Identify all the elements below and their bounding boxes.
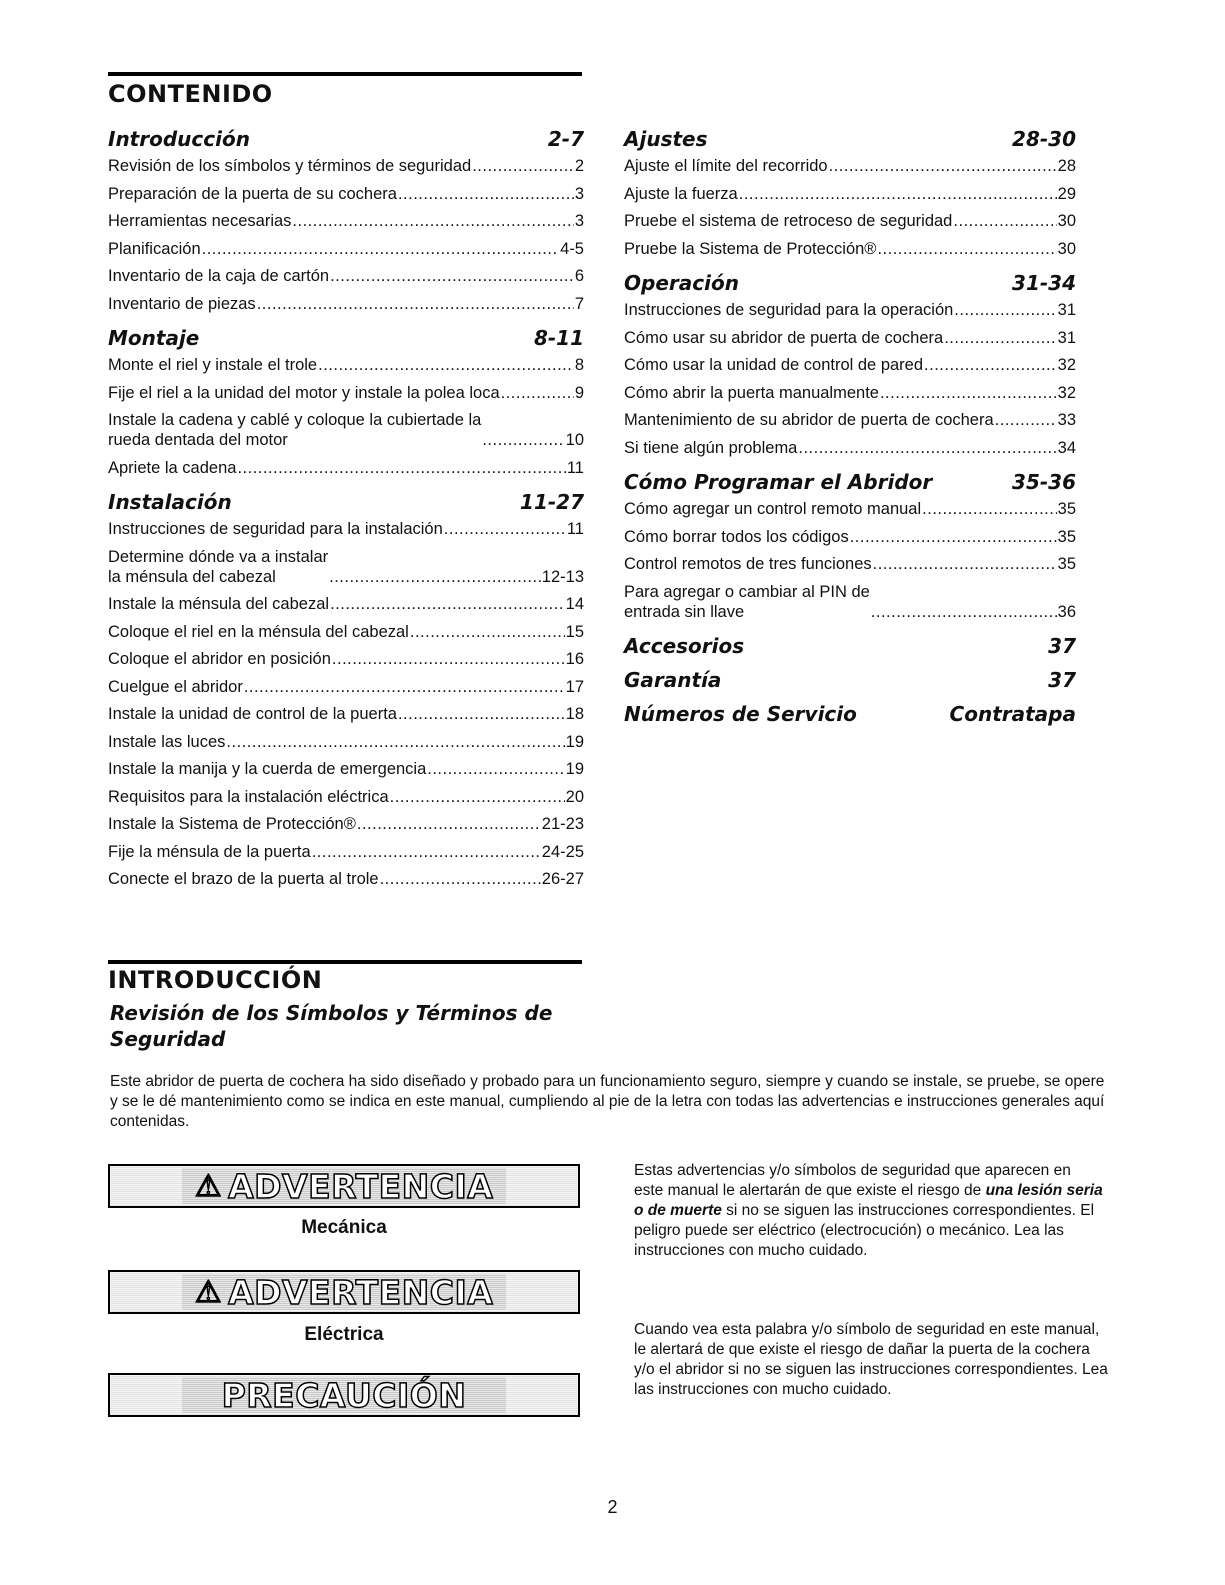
toc-leader-dots [880,383,1057,403]
toc-section-heading [624,465,1076,499]
toc-entry-text: Si tiene algún problema [624,438,798,457]
toc-leader-dots [244,677,565,697]
toc-entry [108,622,584,642]
contents-right-column [624,122,1076,731]
toc-entry-text: Cómo usar la unidad de control de pared [624,356,924,374]
toc-entry [624,328,1076,348]
toc-entry-page: 12-13 [541,567,584,586]
toc-entry-text: Control remotos de tres funciones [624,555,872,573]
toc-entry-text: Instale las luces [108,732,226,751]
toc-leader-dots [922,499,1056,519]
warning-triangle-icon: ⚠ [194,1168,223,1204]
toc-leader-dots [330,594,565,614]
toc-entry-text: Preparación de la puerta de su cochera [108,184,397,203]
section-pages: 37 [1048,634,1076,658]
toc-entry [624,211,1076,231]
toc-entry-page: 18 [565,705,584,723]
toc-entry [624,156,1076,176]
toc-entry [624,554,1076,574]
toc-entry [108,156,584,176]
toc-entry-page: 15 [565,622,584,641]
toc-entry [624,410,1076,430]
section-title: Operación [624,271,739,295]
toc-leader-dots [871,602,1057,622]
toc-entry [624,383,1076,403]
toc-entry [108,211,584,231]
toc-entry-page: 21-23 [541,815,584,833]
toc-entry [108,732,584,752]
toc-leader-dots [444,519,566,539]
toc-entry [624,184,1076,204]
toc-entry-page: 11 [566,520,584,538]
toc-entry [108,649,584,669]
toc-leader-dots [226,732,564,752]
toc-entry [108,869,584,889]
toc-entry-page: 33 [1057,411,1076,429]
toc-leader-dots [924,355,1057,375]
toc-section-heading [108,122,584,156]
toc-entry-text: Pruebe el sistema de retroceso de seguridad [624,212,953,230]
toc-leader-dots [877,239,1056,259]
toc-entry-page: 11 [566,458,584,477]
toc-entry-text: Instale la cadena y cablé y coloque la cubiertade la rueda dentada del motor [108,411,482,449]
toc-entry [108,355,584,375]
toc-leader-dots [954,300,1056,320]
section-pages: Contratapa [949,702,1076,726]
toc-entry [624,438,1076,458]
toc-entry-page: 14 [565,595,584,613]
toc-leader-dots [482,430,564,450]
toc-entry [624,300,1076,320]
toc-leader-dots [953,211,1056,231]
toc-entry-text: Pruebe la Sistema de Protección® [624,239,877,258]
toc-entry-page: 36 [1057,602,1076,621]
page-number: 2 [607,1497,618,1517]
toc-entry-page: 17 [565,677,584,696]
toc-entry-page: 29 [1057,184,1076,203]
toc-entry-text: Instrucciones de seguridad para la operación [624,301,954,319]
toc-entry [108,458,584,478]
toc-leader-dots [798,438,1056,458]
caution-word: PRECAUCIÓN [221,1375,467,1415]
toc-entry-text: Cómo borrar todos los códigos [624,527,849,546]
toc-entry-text: Cuelgue el abridor [108,677,243,696]
toc-entry [108,519,584,539]
contents-left-column [108,122,584,897]
toc-entry-text: Mantenimiento de su abridor de puerta de cochera [624,411,994,429]
toc-entry [108,842,584,862]
section-title: Introducción [108,127,250,151]
toc-entry [108,759,584,779]
toc-leader-dots [739,184,1057,204]
toc-entry-page: 26-27 [541,870,584,888]
toc-entry [108,814,584,834]
toc-entry-page: 34 [1057,438,1076,457]
section-title: Ajustes [624,127,708,151]
toc-entry-page: 2 [574,157,584,175]
toc-leader-dots [332,649,565,669]
toc-leader-dots [410,622,565,642]
toc-leader-dots [398,704,565,724]
toc-entry-text: Instale la manija y la cuerda de emergencia [108,760,427,778]
contents-title: CONTENIDO [108,80,273,108]
intro-paragraph: Este abridor de puerta de cochera ha sido diseñado y probado para un funcionamiento seguro, siempre y cuando se instale, se pruebe, se opere y se le dé mantenimiento como se indica en este manual, cumpliendo al pie de la letra con todas las advertencias e instrucciones generales aquí contenidas. [110,1073,1105,1130]
toc-entry-page: 9 [574,383,584,402]
toc-entry [624,499,1076,519]
toc-entry [624,239,1076,259]
caution-explanation: Cuando vea esta palabra y/o símbolo de seguridad en este manual, le alertará de que existe el riesgo de dañar la puerta de la cochera y/o el abridor si no se siguen las instrucciones correspondientes. Lea las instrucciones con mucho cuidado. [634,1321,1108,1398]
toc-entry [108,594,584,614]
toc-leader-dots [357,814,541,834]
warning-word: ADVERTENCIA [228,1272,494,1312]
toc-leader-dots [873,554,1057,574]
toc-entry [108,410,584,450]
warning-word: ADVERTENCIA [228,1166,494,1206]
section-title: Cómo Programar el Abridor [624,470,933,494]
toc-leader-dots [329,567,541,587]
warning-banner-mechanical [108,1164,580,1208]
toc-entry-text: Fije el riel a la unidad del motor y instale la polea loca [108,383,500,402]
section-pages: 28-30 [1012,127,1076,151]
section-title: Montaje [108,326,200,350]
toc-entry-page: 35 [1057,527,1076,546]
toc-entry-page: 3 [574,184,584,203]
toc-section-heading [624,663,1076,697]
warning-label-electrical: Eléctrica [304,1324,384,1345]
intro-subtitle: Revisión de los Símbolos y Términos de Seguridad [110,1001,553,1051]
section-title: Accesorios [624,634,745,658]
section-pages: 11-27 [520,490,584,514]
toc-leader-dots [944,328,1056,348]
toc-entry-text: Inventario de la caja de cartón [108,267,330,285]
section-pages: 8-11 [533,326,584,350]
section-title: Números de Servicio [624,702,857,726]
section-pages: 31-34 [1012,271,1076,295]
warning-label-mechanical: Mecánica [301,1217,387,1238]
toc-entry-page: 24-25 [541,842,584,861]
section-pages: 37 [1048,668,1076,692]
toc-entry [624,582,1076,622]
toc-entry-text: Ajuste la fuerza [624,184,738,203]
toc-entry-page: 32 [1057,383,1076,402]
toc-leader-dots [398,184,574,204]
toc-leader-dots [312,842,541,862]
toc-entry [108,704,584,724]
toc-entry-text: Cómo agregar un control remoto manual [624,500,922,518]
toc-entry-text: Para agregar o cambiar al PIN de entrada sin llave [624,582,870,621]
toc-entry-page: 4-5 [560,239,584,258]
toc-entry-text: Instrucciones de seguridad para la instalación [108,520,443,538]
section-title: Instalación [108,490,232,514]
warning-banner-electrical [108,1270,580,1314]
toc-leader-dots [829,156,1057,176]
toc-entry-page: 35 [1057,555,1076,573]
toc-entry-text: Herramientas necesarias [108,212,292,230]
toc-entry [624,355,1076,375]
toc-entry-text: Requisitos para la instalación eléctrica [108,787,389,806]
toc-leader-dots [318,355,574,375]
toc-entry-text: Ajuste el límite del recorrido [624,157,828,175]
toc-leader-dots [472,156,574,176]
toc-entry-text: Instale la unidad de control de la puerta [108,705,397,723]
toc-entry-text: Instale la ménsula del cabezal [108,595,330,613]
toc-entry-page: 8 [574,356,584,374]
toc-section-heading [624,266,1076,300]
section-title: Garantía [624,668,722,692]
toc-leader-dots [257,294,574,314]
toc-entry-page: 32 [1057,356,1076,374]
toc-entry-page: 35 [1057,500,1076,518]
toc-entry-page: 7 [574,294,584,313]
toc-entry-text: Instale la Sistema de Protección® [108,815,356,833]
toc-section-heading [108,321,584,355]
toc-entry-page: 19 [565,732,584,751]
toc-entry-page: 16 [565,650,584,668]
toc-entry [108,547,584,587]
toc-section-heading [108,485,584,519]
toc-entry [108,266,584,286]
contents-top-rule [108,72,582,76]
toc-leader-dots [202,239,560,259]
toc-entry-text: Determine dónde va a instalar la ménsula del cabezal [108,547,329,586]
toc-leader-dots [330,266,574,286]
toc-entry-text: Planificación [108,239,201,258]
toc-entry-text: Coloque el abridor en posición [108,650,331,668]
toc-leader-dots [390,787,565,807]
toc-entry-page: 30 [1057,239,1076,258]
electric-warning-icon: ⚠ [194,1274,223,1310]
section-pages: 2-7 [547,127,584,151]
toc-entry [108,184,584,204]
toc-entry-text: Revisión de los símbolos y términos de seguridad [108,157,472,175]
toc-entry-text: Cómo abrir la puerta manualmente [624,383,879,402]
toc-entry-page: 30 [1057,212,1076,230]
toc-entry-page: 3 [574,212,584,230]
toc-leader-dots [501,383,574,403]
toc-entry-text: Apriete la cadena [108,458,237,477]
toc-entry-page: 6 [574,267,584,285]
toc-entry-text: Inventario de piezas [108,294,256,313]
toc-leader-dots [380,869,541,889]
toc-leader-dots [427,759,564,779]
toc-entry-text: Monte el riel y instale el trole [108,356,318,374]
caution-banner [108,1373,580,1417]
intro-title: INTRODUCCIÓN [108,966,323,994]
toc-leader-dots [995,410,1057,430]
toc-leader-dots [237,458,565,478]
toc-entry-page: 31 [1057,301,1076,319]
toc-entry-text: Conecte el brazo de la puerta al trole [108,870,379,888]
section-pages: 35-36 [1012,470,1076,494]
toc-entry-page: 28 [1057,157,1076,175]
toc-leader-dots [850,527,1057,547]
toc-entry [624,527,1076,547]
toc-entry [108,383,584,403]
toc-entry-page: 20 [565,787,584,806]
toc-entry-page: 19 [565,760,584,778]
toc-entry [108,294,584,314]
toc-section-heading [624,629,1076,663]
toc-entry [108,239,584,259]
toc-entry [108,787,584,807]
toc-leader-dots [292,211,573,231]
toc-entry-text: Fije la ménsula de la puerta [108,842,311,861]
toc-entry-text: Cómo usar su abridor de puerta de cochera [624,328,944,347]
intro-top-rule [108,960,582,964]
toc-entry [108,677,584,697]
warning-explanation: Estas advertencias y/o símbolos de seguridad que aparecen en este manual le alertarán de que existe el riesgo de una lesión seria o de muerte si no se siguen las instrucciones correspondientes. El peligro puede ser eléctrico (electrocución) o mecánico. Lea las instrucciones con mucho cuidado. [634,1162,1103,1259]
toc-entry-text: Coloque el riel en la ménsula del cabezal [108,622,409,641]
toc-entry-page: 31 [1057,328,1076,347]
toc-section-heading [624,697,1076,731]
toc-entry-page: 10 [565,431,584,449]
toc-section-heading [624,122,1076,156]
